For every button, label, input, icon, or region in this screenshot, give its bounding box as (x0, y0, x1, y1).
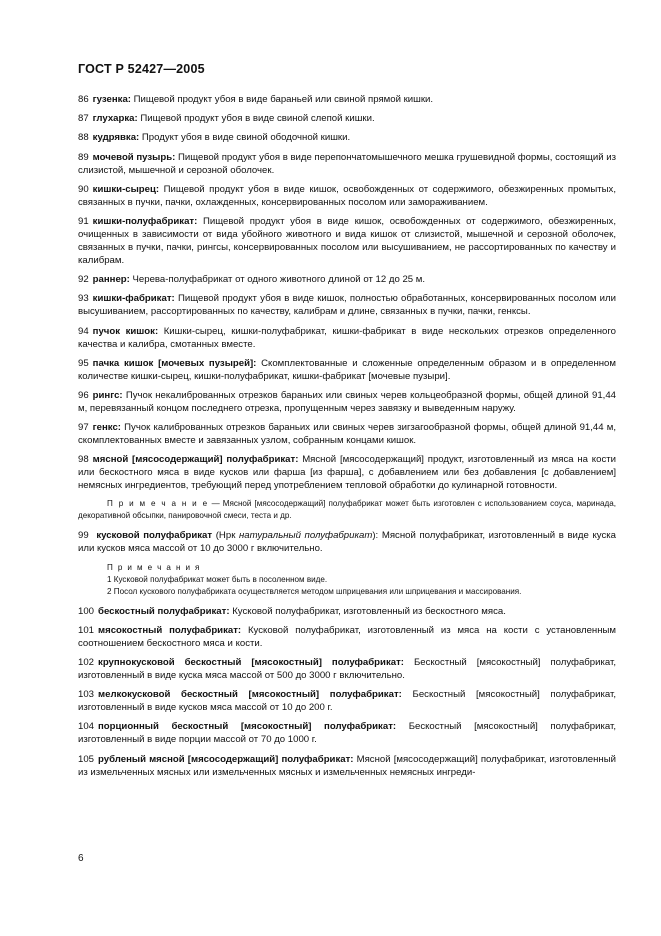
entry-paren-open: (Нрк (215, 530, 236, 542)
entry-term: кишки-сырец: (92, 183, 160, 195)
document-header: ГОСТ Р 52427—2005 (78, 62, 205, 76)
entry-term: кусковой полуфабрикат (96, 530, 213, 542)
entry-95 (78, 357, 616, 383)
entry-definition: Пучок калиброванных отрезков бараньих или свиных черев зигзагообразной формы, общей длиной 91,44 м, скомплектованных вместе и завязанных узлом, собранным концами кишок. (78, 422, 616, 447)
entry-102 (78, 656, 616, 682)
entry-number: 95 (78, 357, 89, 369)
note-text: Мясной [мясосодержащий] полуфабрикат может быть изготовлен с использованием соуса, маринада, декоративной обсыпки, панировочной смеси, теста и др. (78, 499, 617, 521)
entry-term: бескостный полуфабрикат: (98, 605, 230, 617)
entry-term: генкс: (92, 422, 122, 434)
entry-definition: Мясной [мясосодержащий] продукт, изготовленный из мяса на кости или бескостного мяса в виде кусков или фарша [из фарша], с добавлением или без добавления [с добавлением] немясных ингредиентов, требующий перед употреблением тепловой обработки до кулинарной готовности. (78, 454, 616, 492)
entry-term: мясной [мясосодержащий] полуфабрикат: (92, 454, 299, 466)
entries-list (78, 93, 616, 492)
entry-100 (78, 605, 616, 618)
entry-definition: Бескостный [мясокостный] полуфабрикат, изготовленный в виде порции массой от 70 до 1000 г. (78, 721, 616, 746)
entry-definition: Черева-полуфабрикат от одного животного длиной от 12 до 25 м. (132, 274, 426, 286)
entry-89 (78, 151, 616, 177)
entry-definition: Бескостный [мясокостный] полуфабрикат, изготовленный в виде кусков мяса массой от 10 до 200 г. (78, 689, 616, 714)
entry-90 (78, 183, 616, 209)
note-head: П р и м е ч а н и е (107, 499, 209, 509)
entry-term: порционный бескостный [мясокостный] полуфабрикат: (98, 721, 397, 733)
entry-87 (78, 112, 616, 125)
entry-definition: Пищевой продукт убоя в виде кишок, освобожденных от содержимого, обезжиренных промытых, связанных в пучки, пачки, охлажденных, консервированных посолом или замораживанием. (78, 183, 616, 208)
entry-term: кишки-полуфабрикат: (92, 215, 198, 227)
entry-definition: Продукт убоя в виде свиной ободочной кишки. (141, 132, 351, 144)
entry-term: кудрявка: (92, 132, 140, 144)
entry-term: крупнокусковой бескостный [мясокостный] полуфабрикат: (98, 657, 404, 668)
entry-definition: Пучок некалиброванных отрезков бараньих или свиных черев кольцеобразной формы, общей длиной 91,44 м, перевязанный концом последнего отрезка, пропущенным через завязку и выведенным наружу. (78, 389, 616, 414)
entry-definition: Кусковой полуфабрикат, изготовленный из бескостного мяса. (232, 605, 506, 617)
entry-number: 104 (78, 721, 95, 733)
entry-term: рубленый мясной [мясосодержащий] полуфабрикат: (98, 753, 354, 765)
entry-deprecated-term: натуральный полуфабрикат (239, 530, 373, 542)
entry-number: 98 (78, 454, 89, 466)
entry-number: 97 (78, 422, 89, 434)
notes-99 (78, 562, 616, 598)
entry-number: 96 (78, 389, 89, 401)
entry-number: 100 (78, 605, 95, 617)
entry-definition: Пищевой продукт убоя в виде кишок, полностью обработанных, консервированных посолом или высушиванием, рассортированных по качеству, калибрам и длине, связанных в пучки, пачки, генксы. (78, 293, 617, 318)
entry-number: 87 (78, 113, 89, 125)
entry-term: рингс: (92, 389, 123, 401)
entry-number: 88 (78, 132, 89, 144)
entry-term: пачка кишок [мочевых пузырей]: (92, 357, 257, 369)
entry-88 (78, 131, 616, 144)
entry-96 (78, 389, 616, 415)
entry-number: 105 (78, 753, 95, 765)
note-item-1: 1 Кусковой полуфабрикат может быть в посоленном виде. (107, 574, 328, 584)
entry-98 (78, 453, 616, 492)
page-number: 6 (78, 853, 84, 864)
entry-97 (78, 421, 616, 447)
entry-term: глухарка: (92, 113, 138, 125)
entry-term: мочевой пузырь: (92, 151, 176, 163)
entry-91 (78, 215, 616, 267)
entry-99 (78, 529, 616, 555)
entry-105 (78, 753, 616, 779)
entry-definition: Пищевой продукт убоя в виде кишок, освобожденных от содержимого, обезжиренных, очищенных в зависимости от вида убойного животного и вида кишок от слизистой, мышечной и серозной оболочек, связанных в пучки, пачки, рингсы, консервированных посолом или высушиванием, не рассортированных по качеству и калибрам. (78, 215, 616, 266)
entry-paren-close: ): (372, 530, 379, 542)
entry-93 (78, 292, 616, 318)
entry-definition: Скомплектованные и сложенные определенным образом и в определенном количестве кишки-сырец, кишки-полуфабрикат, кишки-фабрикат [мочевые пузыри]. (78, 357, 616, 382)
entry-number: 102 (78, 657, 95, 668)
entry-number: 99 (78, 530, 89, 542)
entry-definition: Пищевой продукт убоя в виде свиной слепой кишки. (140, 113, 375, 125)
entry-92 (78, 273, 616, 286)
entry-definition: Мясной полуфабрикат, изготовленный в виде куска или кусков мяса массой от 10 до 3000 г включительно. (78, 530, 616, 555)
entry-term: гузенка: (92, 94, 131, 105)
document-body (78, 93, 616, 785)
entry-definition: Кусковой полуфабрикат, изготовленный из мяса на кости с установленным соотношением бескостного мяса и кости. (78, 624, 616, 649)
entry-term: мелкокусковой бескостный [мясокостный] полуфабрикат: (98, 689, 402, 701)
entry-101 (78, 624, 616, 650)
entry-term: пучок кишок: (92, 325, 159, 337)
entries-list-2 (78, 605, 616, 779)
entry-definition: Пищевой продукт убоя в виде бараньей или свиной прямой кишки. (133, 94, 434, 105)
entry-number: 94 (78, 325, 89, 337)
note-dash: — (211, 499, 220, 509)
entry-number: 90 (78, 183, 89, 195)
entry-term: кишки-фабрикат: (92, 293, 175, 305)
entry-definition: Кишки-сырец, кишки-полуфабрикат, кишки-фабрикат в виде нескольких отрезков определенного качества и калибра, смотанных вместе. (78, 325, 616, 350)
entry-definition: Бескостный [мясокостный] полуфабрикат, изготовленный в виде куска мяса массой от 500 до 3000 г включительно. (78, 657, 616, 681)
entry-104 (78, 720, 616, 746)
notes-head: П р и м е ч а н и я (107, 562, 201, 572)
note-item-2: 2 Посол кускового полуфабриката осуществляется методом шприцевания или шприцевания и массирования. (107, 586, 522, 596)
entry-number: 93 (78, 293, 89, 305)
entry-number: 89 (78, 151, 89, 163)
entry-86 (78, 93, 616, 106)
entry-definition: Пищевой продукт убоя в виде перепончатомышечного мешка грушевидной формы, состоящий из слизистой, мышечной и серозной оболочек. (78, 151, 617, 176)
entry-103 (78, 688, 616, 714)
entry-number: 103 (78, 689, 95, 701)
entry-number: 91 (78, 215, 89, 227)
entry-number: 101 (78, 624, 95, 636)
entry-number: 92 (78, 274, 89, 286)
entry-definition: Мясной [мясосодержащий] полуфабрикат, изготовленный из измельченных мясных или измельченных мясных и измельченных немясных ингреди- (78, 753, 616, 778)
entry-term: раннер: (92, 274, 130, 286)
entry-94 (78, 325, 616, 351)
entry-term: мясокостный полуфабрикат: (98, 624, 242, 636)
entry-number: 86 (78, 94, 89, 105)
note-98 (78, 498, 616, 522)
